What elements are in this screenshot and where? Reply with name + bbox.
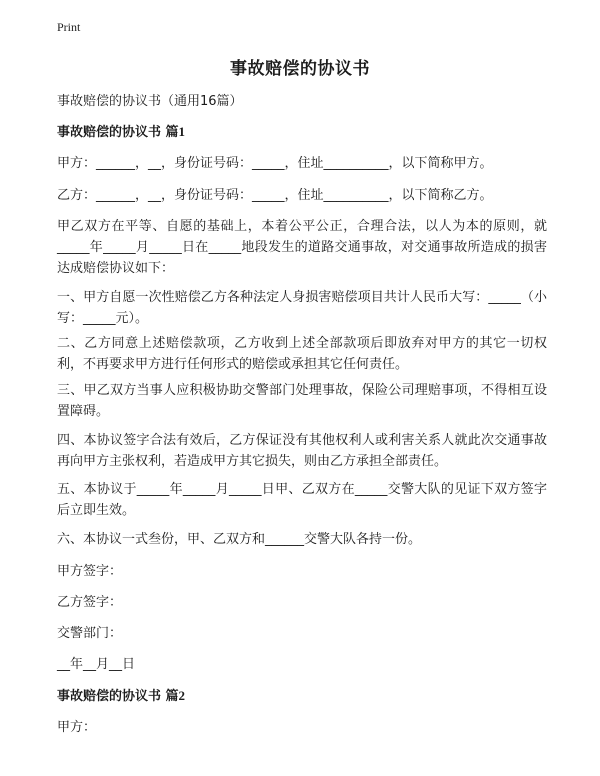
clause-3: 三、甲乙双方当事人应积极协助交警部门处理事故，保险公司理赔事项，不得相互设置障碍。 [57, 383, 547, 419]
party-b-line: 乙方：______，__，身份证号码：_____，住址__________，以下简称乙方。 [57, 188, 493, 203]
clause-4: 四、本协议签字合法有效后，乙方保证没有其他权利人或利害关系人就此次交通事故再向甲方主张权利，若造成甲方其它损失，则由乙方承担全部责任。 [57, 433, 547, 469]
print-link[interactable]: Print [57, 20, 81, 34]
clause-6: 六、本协议一式叁份，甲、乙双方和______交警大队各持一份。 [57, 532, 422, 547]
section-heading-text: 事故赔偿的协议书 [57, 689, 162, 704]
document-subtitle: 事故赔偿的协议书（通用16篇） [57, 94, 243, 109]
police-signature: 交警部门： [57, 626, 123, 641]
party-a-line: 甲方：______，__，身份证号码：_____，住址__________，以下简称甲方。 [57, 156, 493, 171]
section-heading-text: 事故赔偿的协议书 [57, 125, 162, 140]
section-heading-number: 篇1 [165, 124, 186, 139]
signature-date: __年__月__日 [57, 657, 136, 672]
agreement-intro: 甲乙双方在平等、自愿的基础上，本着公平公正，合理合法，以人为本的原则，就_____年_____月_____日在_____地段发生的道路交通事故，对交通事故所造成的损害达成赔偿协议如下： [57, 219, 547, 276]
section-heading-number: 篇2 [165, 688, 186, 703]
party-a-signature: 甲方签字： [57, 564, 123, 579]
section-heading-2 [57, 685, 547, 708]
document-title: 事故赔偿的协议书 [230, 59, 370, 79]
clause-5: 五、本协议于_____年_____月_____日甲、乙双方在_____交警大队的见证下双方签字后立即生效。 [57, 482, 547, 518]
clause-1: 一、甲方自愿一次性赔偿乙方各种法定人身损害赔偿项目共计人民币大写：_____（小写：_____元）。 [57, 290, 547, 326]
section-heading-1 [57, 121, 547, 144]
section2-party-a: 甲方： [57, 720, 97, 735]
clause-2: 二、乙方同意上述赔偿款项，乙方收到上述全部款项后即放弃对甲方的其它一切权利，不再要求甲方进行任何形式的赔偿或承担其它任何责任。 [57, 336, 547, 372]
party-b-signature: 乙方签字： [57, 595, 123, 610]
